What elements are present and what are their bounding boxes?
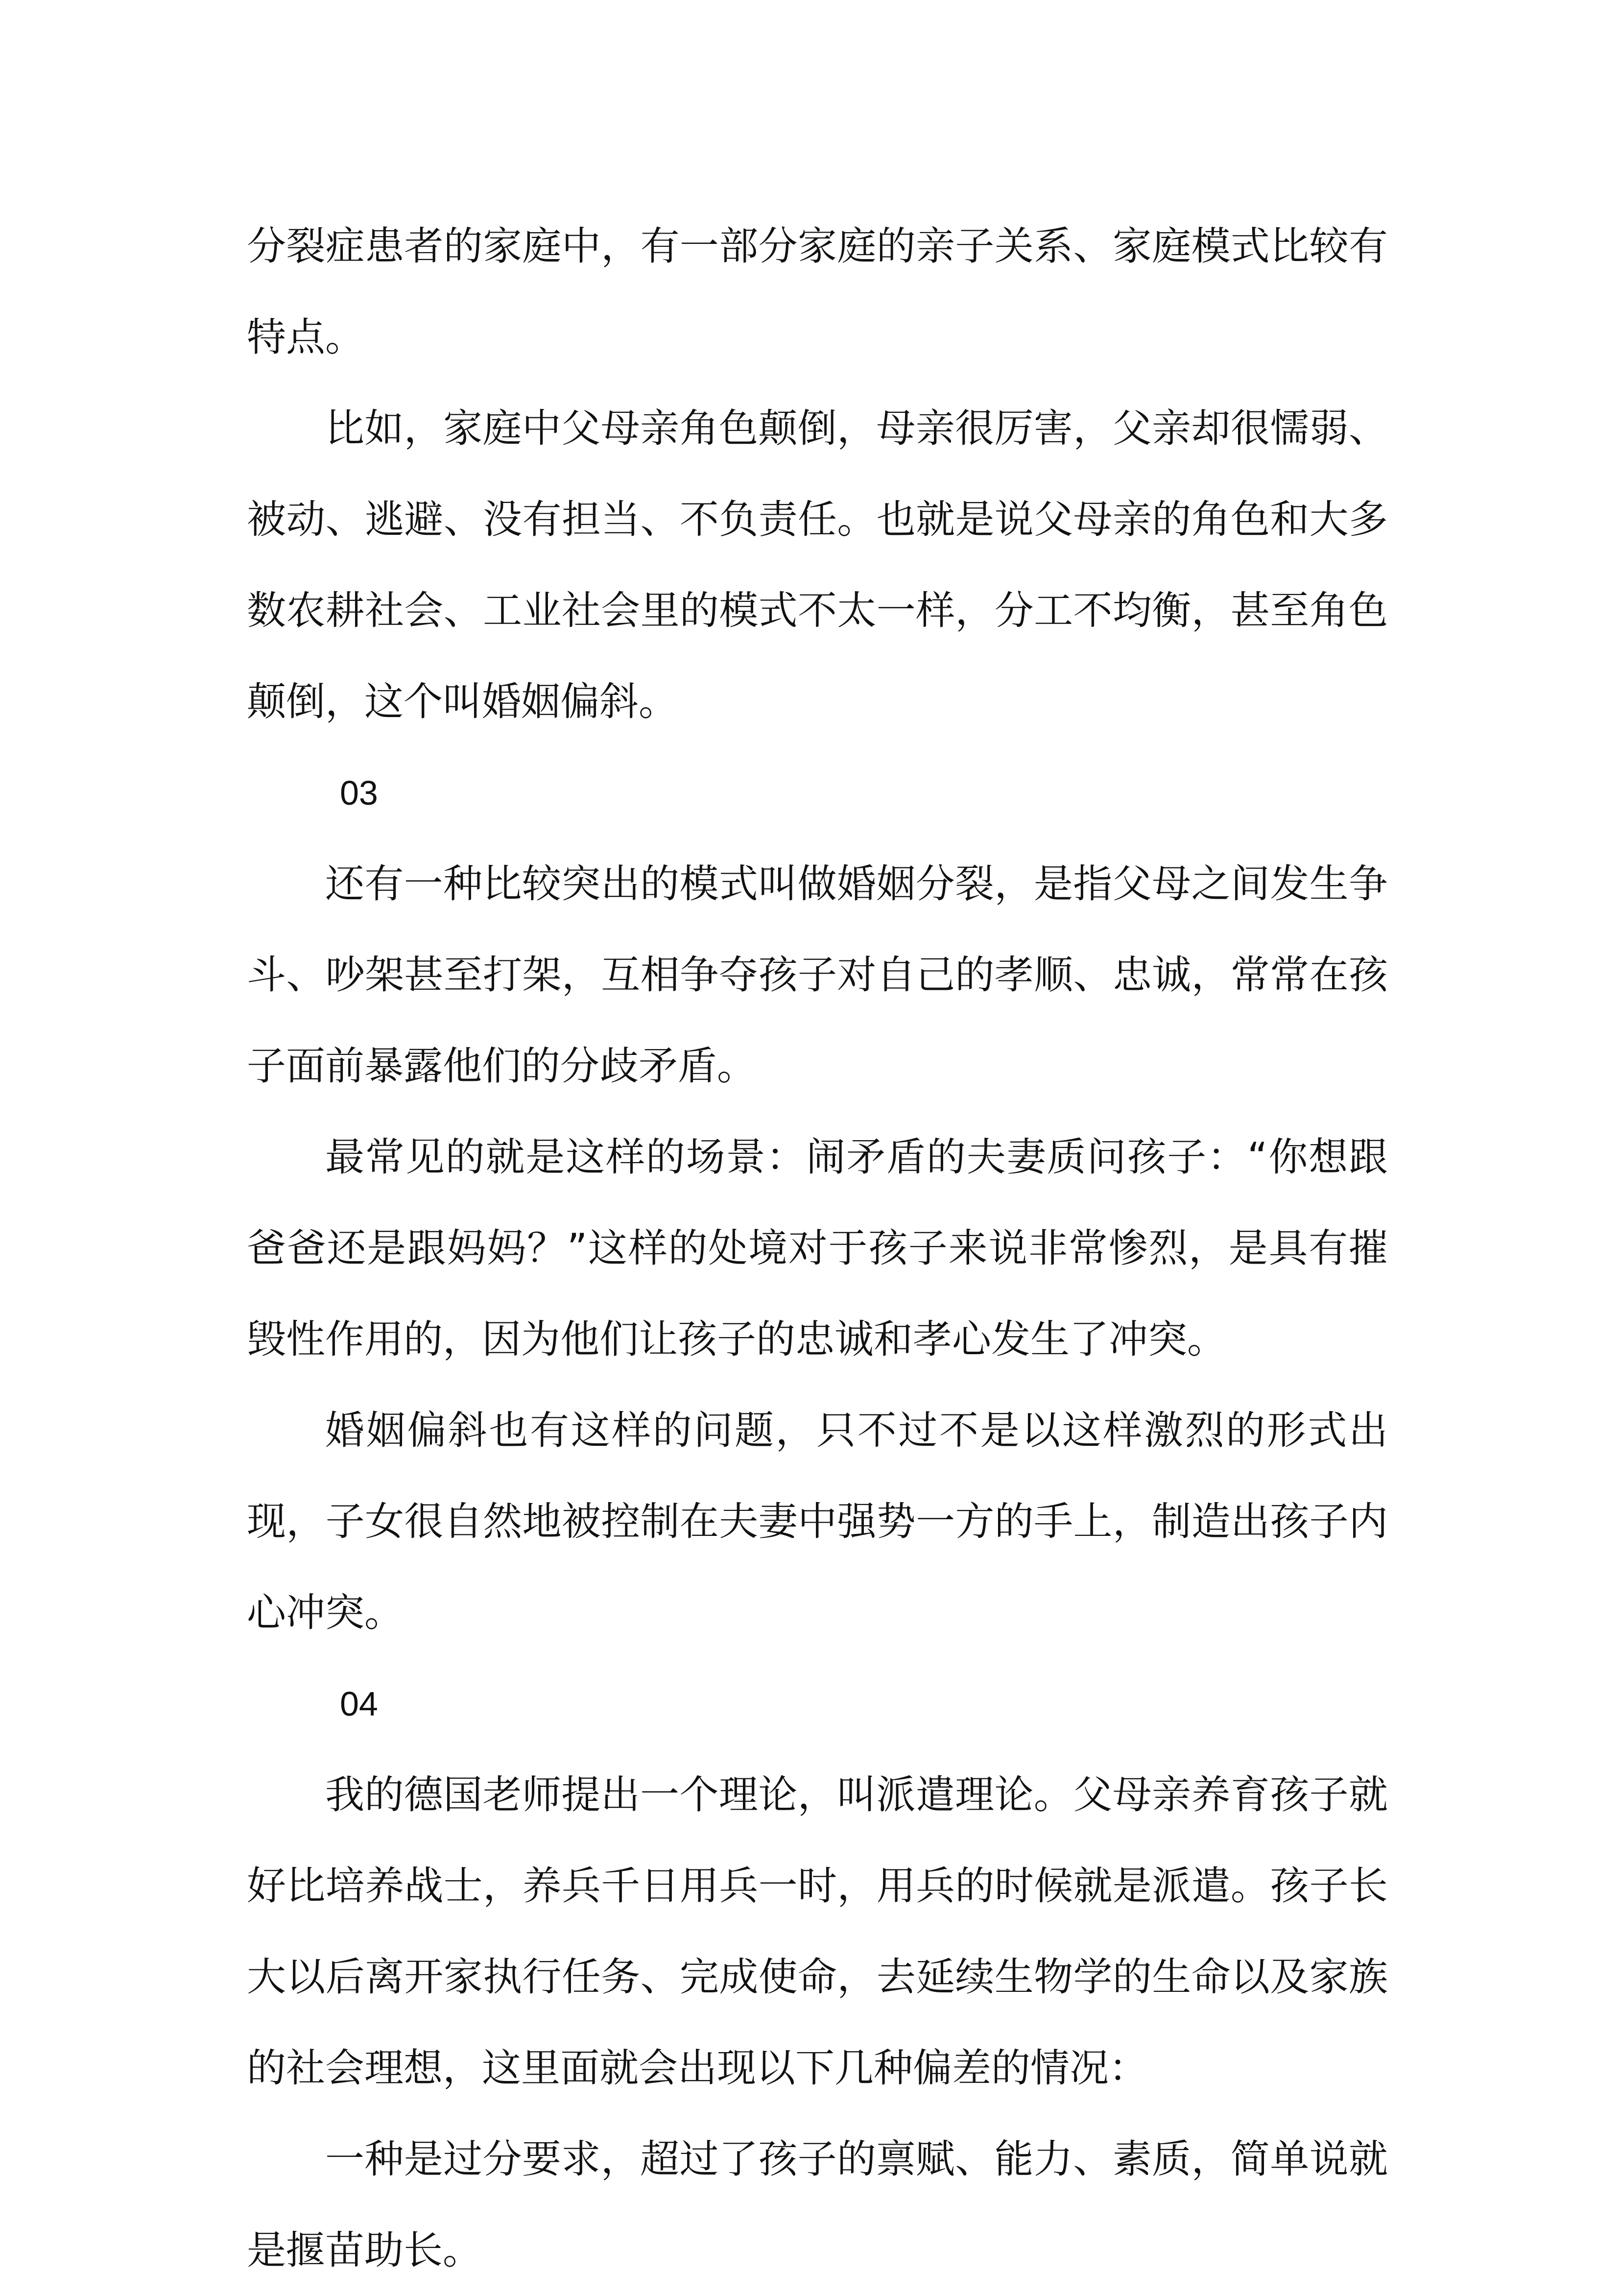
paragraph: 分裂症患者的家庭中，有一部分家庭的亲子关系、家庭模式比较有特点。 bbox=[247, 223, 1388, 360]
paragraph: 一种是过分要求，超过了孩子的禀赋、能力、素质，简单说就是揠苗助长。 bbox=[247, 2136, 1388, 2273]
paragraph: 最常见的就是这样的场景：闹矛盾的夫妻质问孩子：“你想跟爸爸还是跟妈妈？”这样的处境对于孩子来说非常惨烈，是具有摧毁性作用的，因为他们让孩子的忠诚和孝心发生了冲突。 bbox=[247, 1134, 1388, 1362]
paragraph: 我的德国老师提出一个理论，叫派遣理论。父母亲养育孩子就好比培养战士，养兵千日用兵一时，用兵的时候就是派遣。孩子长大以后离开家执行任务、完成使命，去延续生物学的生命以及家族的社会理想，这里面就会出现以下几种偏差的情况： bbox=[247, 1772, 1388, 2091]
section-number: 03 bbox=[340, 774, 378, 812]
paragraph: 还有一种比较突出的模式叫做婚姻分裂，是指父母之间发生争斗、吵架甚至打架，互相争夺孩子对自己的孝顺、忠诚，常常在孩子面前暴露他们的分歧矛盾。 bbox=[247, 861, 1388, 1089]
section-number: 04 bbox=[340, 1685, 378, 1723]
paragraph: 婚姻偏斜也有这样的问题，只不过不是以这样激烈的形式出现，子女很自然地被控制在夫妻中强势一方的手上，制造出孩子内心冲突。 bbox=[247, 1408, 1388, 1635]
body-text bbox=[247, 201, 1388, 2296]
paragraph: 比如，家庭中父母亲角色颠倒，母亲很厉害，父亲却很懦弱、被动、逃避、没有担当、不负责任。也就是说父母亲的角色和大多数农耕社会、工业社会里的模式不太一样，分工不均衡，甚至角色颠倒，这个叫婚姻偏斜。 bbox=[247, 406, 1388, 724]
